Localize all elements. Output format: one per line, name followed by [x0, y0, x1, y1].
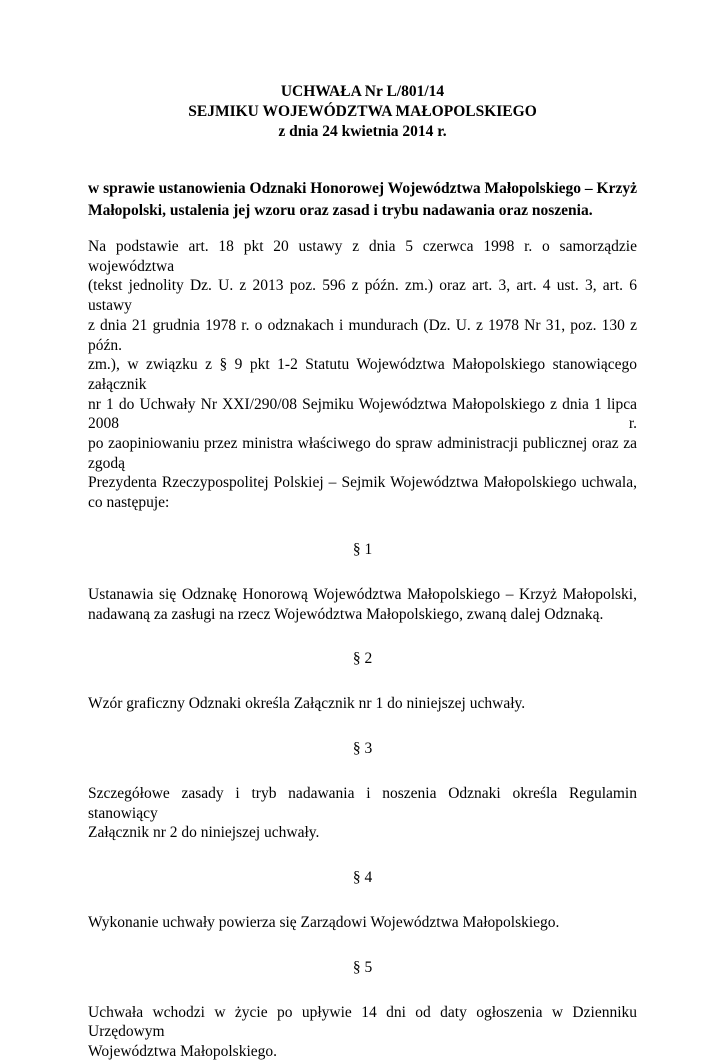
section-1-text [88, 585, 637, 624]
resolution-subject [88, 178, 637, 222]
resolution-number: UCHWAŁA Nr L/801/14 [280, 83, 445, 100]
section-line: Województwa Małopolskiego. [88, 1043, 278, 1061]
section-4-mark: § 4 [352, 869, 373, 887]
legal-basis-line: nr 1 do Uchwały Nr XXI/290/08 Sejmiku Województwa Małopolskiego z dnia 1 lipca 2008 r. [88, 395, 637, 433]
legal-basis-line: zm.), w związku z § 9 pkt 1-2 Statutu Województwa Małopolskiego stanowiącego załącznik [88, 356, 637, 393]
section-2-mark: § 2 [352, 650, 373, 668]
legal-basis-line: (tekst jednolity Dz. U. z 2013 poz. 596 z późn. zm.) oraz art. 3, art. 4 ust. 3, art. 6 ustawy [88, 277, 637, 315]
section-line: Wzór graficzny Odznaki określa Załącznik nr 1 do niniejszej uchwały. [88, 695, 526, 713]
section-2-text [88, 694, 637, 714]
section-line: Ustanawia się Odznakę Honorową Województwa Małopolskiego – Krzyż Małopolski, [88, 585, 637, 603]
issuing-body: SEJMIKU WOJEWÓDZTWA MAŁOPOLSKIEGO [188, 103, 537, 120]
section-5-mark: § 5 [352, 958, 373, 976]
legal-basis-line: po zaopiniowaniu przez ministra właściwego do spraw administracji publicznej oraz za zgodą [88, 435, 637, 472]
section-3-text [88, 784, 637, 843]
section-line: nadawaną za zasługi na rzecz Województwa Małopolskiego, zwaną dalej Odznaką. [88, 605, 604, 623]
section-line: Załącznik nr 2 do niniejszej uchwały. [88, 824, 320, 842]
section-line: Uchwała wchodzi w życie po upływie 14 dni od daty ogłoszenia w Dzienniku Urzędowym [88, 1003, 637, 1041]
legal-basis-paragraph [88, 237, 637, 513]
legal-basis-line: Prezydenta Rzeczypospolitej Polskiej – Sejmik Województwa Małopolskiego uchwala, [88, 474, 637, 492]
subject-line: Małopolski, ustalenia jej wzoru oraz zasad i trybu nadawania oraz noszenia. [88, 202, 593, 219]
section-line: Szczegółowe zasady i tryb nadawania i noszenia Odznaki określa Regulamin stanowiący [88, 784, 637, 822]
resolution-date: z dnia 24 kwietnia 2014 r. [278, 123, 447, 140]
legal-basis-line: z dnia 21 grudnia 1978 r. o odznakach i mundurach (Dz. U. z 1978 Nr 31, poz. 130 z późn. [88, 316, 637, 354]
section-4-text [88, 913, 637, 933]
section-3-mark: § 3 [352, 739, 373, 757]
subject-line: w sprawie ustanowienia Odznaki Honorowej Województwa Małopolskiego – Krzyż [88, 180, 637, 197]
legal-basis-line: co następuje: [88, 494, 170, 512]
resolution-header [88, 82, 637, 142]
legal-basis-line: Na podstawie art. 18 pkt 20 ustawy z dnia 5 czerwca 1998 r. o samorządzie województwa [88, 238, 637, 275]
section-5-text [88, 1003, 637, 1062]
section-line: Wykonanie uchwały powierza się Zarządowi Województwa Małopolskiego. [88, 914, 560, 932]
section-1-mark: § 1 [352, 540, 373, 558]
